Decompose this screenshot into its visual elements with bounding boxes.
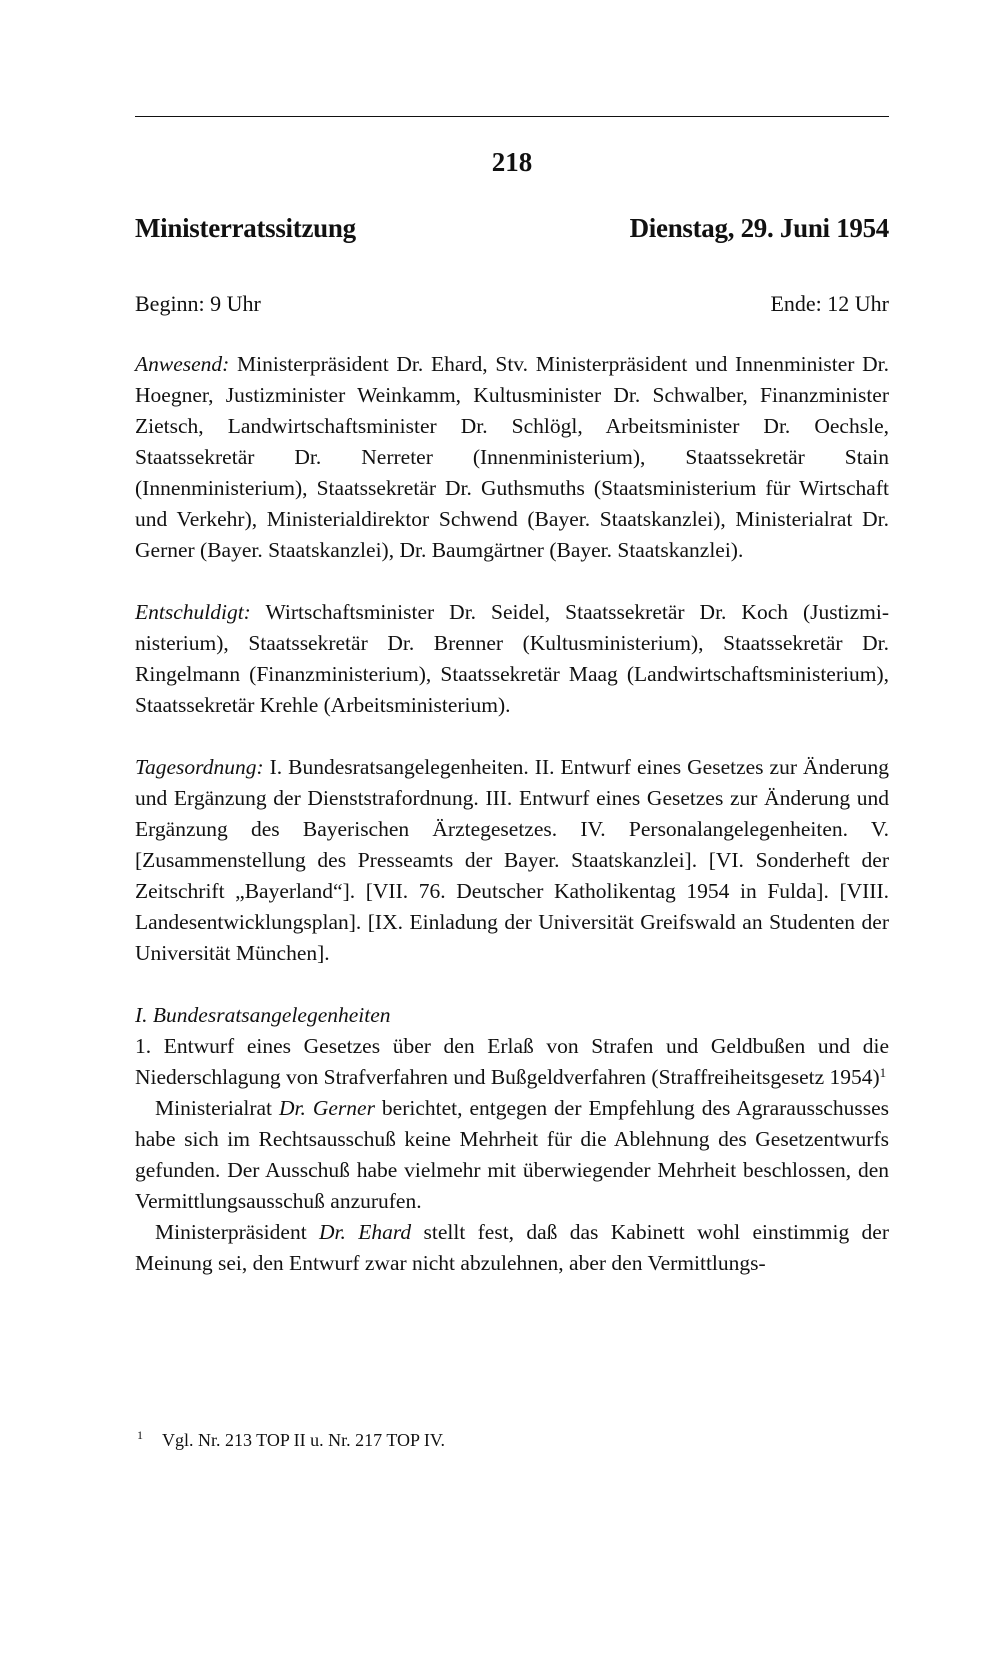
footnote-text: Vgl. Nr. 213 TOP II u. Nr. 217 TOP IV. (162, 1430, 446, 1450)
item-title (135, 1031, 889, 1093)
present-paragraph (135, 349, 889, 566)
footnote-mark: 1 (137, 1428, 143, 1442)
document-number: 218 (491, 147, 533, 177)
begin-time: Beginn: 9 Uhr (135, 291, 261, 316)
statement-paragraph (135, 1217, 889, 1279)
speaker-name: Dr. Gerner (279, 1096, 375, 1120)
document-page (135, 0, 889, 1666)
speaker-name: Dr. Ehard (319, 1220, 412, 1244)
excused-label: Entschuldigt: (135, 600, 251, 624)
title-row (135, 211, 889, 245)
present-text: Ministerpräsident Dr. Ehard, Stv. Ministerpräsident und Innenminister Dr. Hoegner, Justizminister Weinkamm, Kultusminister Dr. Schwalber, Finanzminister Zietsch, Landwirtschaftsminister Dr. Schlögl, Arbeitsminister Dr. Oechsle, Staatssekretär Dr. Nerreter (Innenministerium), Staatssekretär Stain (Innenministerium), Staatssekretär Dr. Guthsmuths (Staatsministerium für Wirtschaft und Verkehr), Ministerialdirektor Schwend (Bayer. Staatskanzlei), Ministerialrat Dr. Gerner (Bayer. Staatskanzlei), Dr. Baumgärtner (Bayer. Staatskanzlei). (135, 352, 889, 562)
end-time: Ende: 12 Uhr (770, 291, 889, 316)
agenda-text: I. Bundesratsangelegenheiten. II. Entwurf eines Gesetzes zur Änderung und Ergänzung der Dienststrafordnung. III. Entwurf eines Gesetzes zur Änderung und Ergänzung des Bayerischen Ärztegesetzes. IV. Personalangelegenheiten. V. [Zusammenstellung des Presseamts der Bayer. Staatskanzlei]. [VI. Sonderheft der Zeitschrift „Bayerland“]. [VII. 76. Deutscher Katholikentag 1954 in Fulda]. [VIII. Landesentwicklungsplan]. [IX. Einladung der Universität Greifswald an Studenten der Universität München]. (135, 755, 889, 965)
agenda-label: Tagesordnung: (135, 755, 264, 779)
speaker-role: Ministerialrat (155, 1096, 279, 1120)
footnote (135, 1428, 889, 1452)
body-text (135, 349, 889, 1279)
footnote-reference[interactable]: 1 (879, 1064, 887, 1080)
statement-text: stellt fest, daß das Kabinett wohl einstimmig der Meinung sei, den Entwurf zwar nicht abzulehnen, aber den Vermittlungs- (135, 1220, 889, 1275)
item-title-text: 1. Entwurf eines Gesetzes über den Erlaß von Strafen und Geldbußen und die Niederschlagung von Strafverfahren und Bußgeldverfahren (Straffreiheitsgesetz 1954) (135, 1034, 889, 1089)
meeting-title: Ministerratssitzung (135, 213, 356, 243)
excused-paragraph (135, 597, 889, 721)
present-label: Anwesend: (135, 352, 230, 376)
report-paragraph (135, 1093, 889, 1217)
section-heading: I. Bundesratsangelegenheiten (135, 1003, 391, 1027)
meeting-date: Dienstag, 29. Juni 1954 (629, 213, 889, 243)
header-rule (135, 116, 889, 117)
report-text: berichtet, entgegen der Empfehlung des Agrarausschusses habe sich im Rechtsausschuß keine Mehrheit für die Ablehnung des Gesetzentwurfs gefunden. Der Ausschuß habe vielmehr mit überwiegender Mehrheit beschlossen, den Vermittlungsausschuß anzurufen. (135, 1096, 889, 1213)
agenda-paragraph (135, 752, 889, 969)
speaker-role: Ministerpräsident (155, 1220, 319, 1244)
time-row (135, 290, 889, 318)
excused-text: Wirtschaftsminister Dr. Seidel, Staatssekretär Dr. Koch (Justizministerium), Staatssekretär Dr. Brenner (Kultusministerium), Staatssekretär Dr. Ringelmann (Finanzministerium), Staatssekretär Maag (Landwirtschaftsministerium), Staatssekretär Krehle (Arbeitsministerium). (135, 600, 889, 717)
